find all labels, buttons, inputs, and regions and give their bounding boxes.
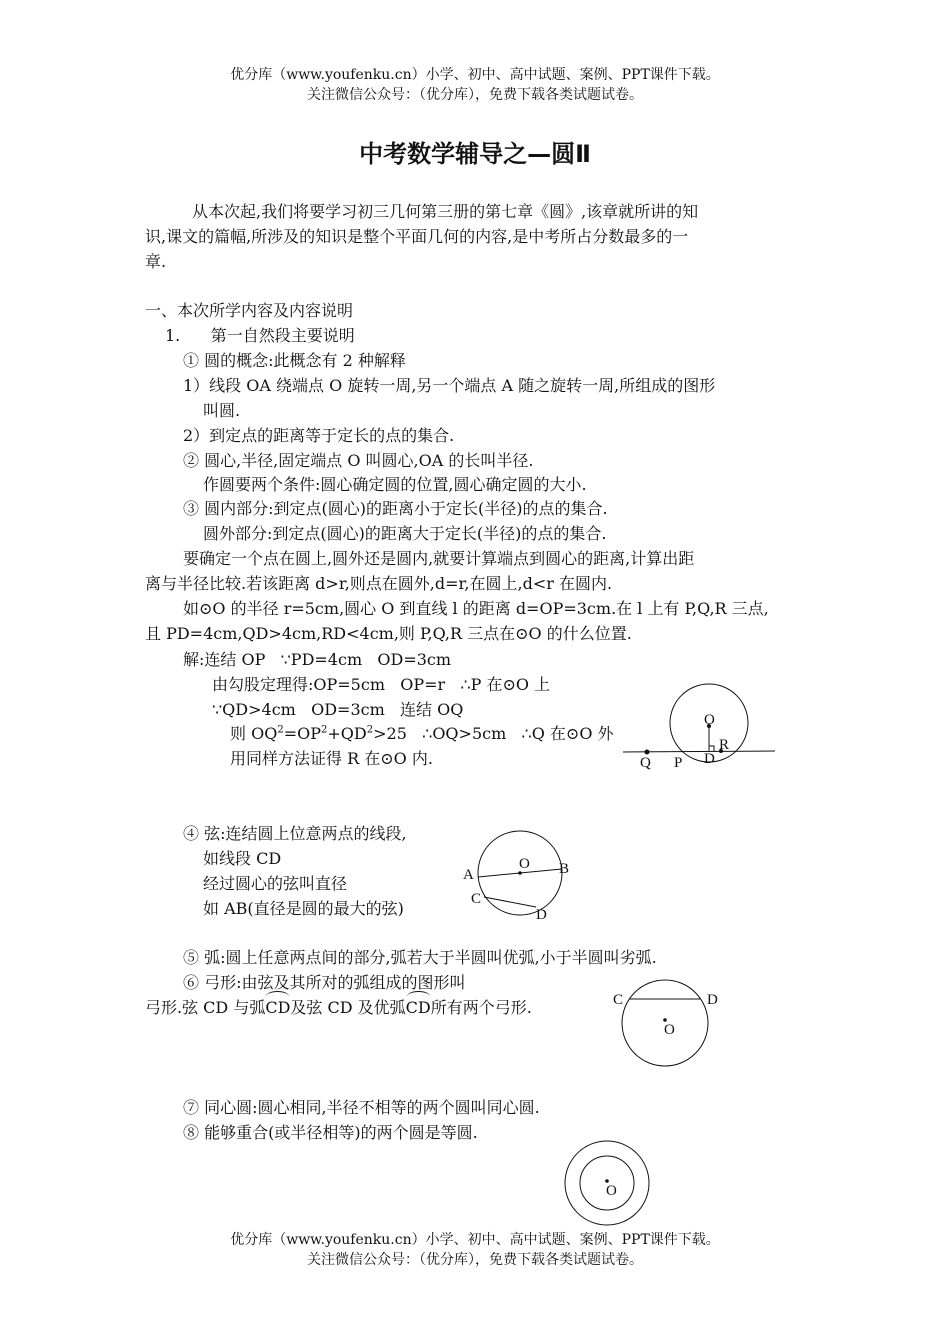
superscript: 2 [321,724,328,736]
text-line: 圆外部分:到定点(圆心)的距离大于定长(半径)的点的集合. [203,524,607,543]
label-o: O [664,1022,675,1038]
label-r: R [719,737,730,753]
solution-line: ∵QD>4cm OD=3cm 连结 OQ [212,700,464,719]
label-q: Q [640,755,651,771]
text-line: 要确定一个点在圆上,圆外还是圆内,就要计算端点到圆心的距离,计算出距 [183,549,695,568]
text-line: 如⊙O 的半径 r=5cm,圆心 O 到直线 l 的距离 d=OP=3cm.在 l 上有 P,Q,R 三点, [183,599,769,618]
label-o: O [606,1183,617,1199]
text-line: ② 圆心,半径,固定端点 O 叫圆心,OA 的长叫半径. [183,451,534,470]
text-fragment: 弓形.弦 CD 与弧 [145,998,266,1017]
text-line [145,997,532,1019]
text-fragment: 所有两个弓形. [430,998,532,1017]
chord-cd [484,897,536,907]
solution-line: 用同样方法证得 R 在⊙O 内. [230,749,433,768]
page-title: 中考数学辅导之—圆Ⅱ [359,140,591,168]
text-line: ⑥ 弓形:由弦及其所对的弧组成的图形叫 [183,973,466,992]
subsection-heading: 1. 第一自然段主要说明 [165,326,355,345]
text-fragment: 及弦 CD 及优弧 [290,998,406,1017]
superscript: 2 [277,724,284,736]
text-line: ⑦ 同心圆:圆心相同,半径不相等的两个圆叫同心圆. [183,1098,540,1117]
point-q [645,750,650,755]
label-d: D [704,751,715,767]
solution-fragment: =OP [283,724,321,743]
text-line: 1）线段 OA 绕端点 O 旋转一周,另一个端点 A 随之旋转一周,所组成的图形 [183,376,716,395]
header-line-2: 关注微信公众号：（优分库），免费下载各类试题试卷。 [307,87,643,103]
text-line: 离与半径比较.若该距离 d>r,则点在圆外,d=r,在圆上,d<r 在圆内. [145,574,613,593]
text-line: 作圆要两个条件:圆心确定圆的位置,圆心确定圆的大小. [203,475,587,494]
solution-line: 由勾股定理得:OP=5cm OP=r ∴P 在⊙O 上 [212,675,551,694]
solution-fragment: 则 OQ [230,724,278,743]
solution-fragment: +QD [327,724,367,743]
label-c: C [471,891,482,907]
text-line: 如线段 CD [203,849,282,868]
solution-line: 解:连结 OP ∵PD=4cm OD=3cm [183,650,452,669]
major-arc-cd: CD [405,998,431,1017]
intro-line: 章. [145,252,167,271]
footer-line-1: 优分库（www.youfenku.cn）小学、初中、高中试题、案例、PPT课件下载。 [230,1232,720,1248]
label-p: P [674,755,683,771]
superscript: 2 [366,724,374,736]
text-line: 2）到定点的距离等于定长的点的集合. [183,426,455,445]
text-line: 经过圆心的弦叫直径 [203,874,348,893]
label-o: O [519,856,530,872]
text-line: ④ 弦:连结圆上位意两点的线段, [183,824,407,843]
section-heading: 一、本次所学内容及内容说明 [145,301,354,320]
label-d: D [536,907,547,923]
figure-segment [605,980,735,1070]
text-line: ③ 圆内部分:到定点(圆心)的距离小于定长(半径)的点的集合. [183,499,608,518]
label-d: D [707,992,718,1008]
intro-line: 从本次起,我们将要学习初三几何第三册的第七章《圆》,该章就所讲的知 [192,202,699,221]
text-line: 如 AB(直径是圆的最大的弦) [203,899,404,918]
label-a: A [463,867,474,883]
footer-line-2: 关注微信公众号：（优分库），免费下载各类试题试卷。 [307,1252,643,1268]
intro-line: 识,课文的篇幅,所涉及的知识是整个平面几何的内容,是中考所占分数最多的一 [145,227,689,246]
figure-circle-line [615,680,785,780]
figure-chord-diameter [460,825,590,925]
solution-line [230,723,614,745]
figure-concentric-circles [560,1138,660,1228]
label-c: C [613,992,624,1008]
label-o: O [704,712,715,728]
solution-fragment: >25 ∴OQ>5cm ∴Q 在⊙O 外 [373,724,614,743]
text-line: ① 圆的概念:此概念有 2 种解释 [183,351,406,370]
text-line: 且 PD=4cm,QD>4cm,RD<4cm,则 P,Q,R 三点在⊙O 的什么位置. [145,624,632,643]
arc-cd: CD [265,998,291,1017]
header-line-1: 优分库（www.youfenku.cn）小学、初中、高中试题、案例、PPT课件下载。 [230,67,720,83]
text-line: ⑧ 能够重合(或半径相等)的两个圆是等圆. [183,1123,478,1142]
text-line: ⑤ 弧:圆上任意两点间的部分,弧若大于半圆叫优弧,小于半圆叫劣弧. [183,948,657,967]
text-line: 叫圆. [203,401,241,420]
label-b: B [559,861,570,877]
